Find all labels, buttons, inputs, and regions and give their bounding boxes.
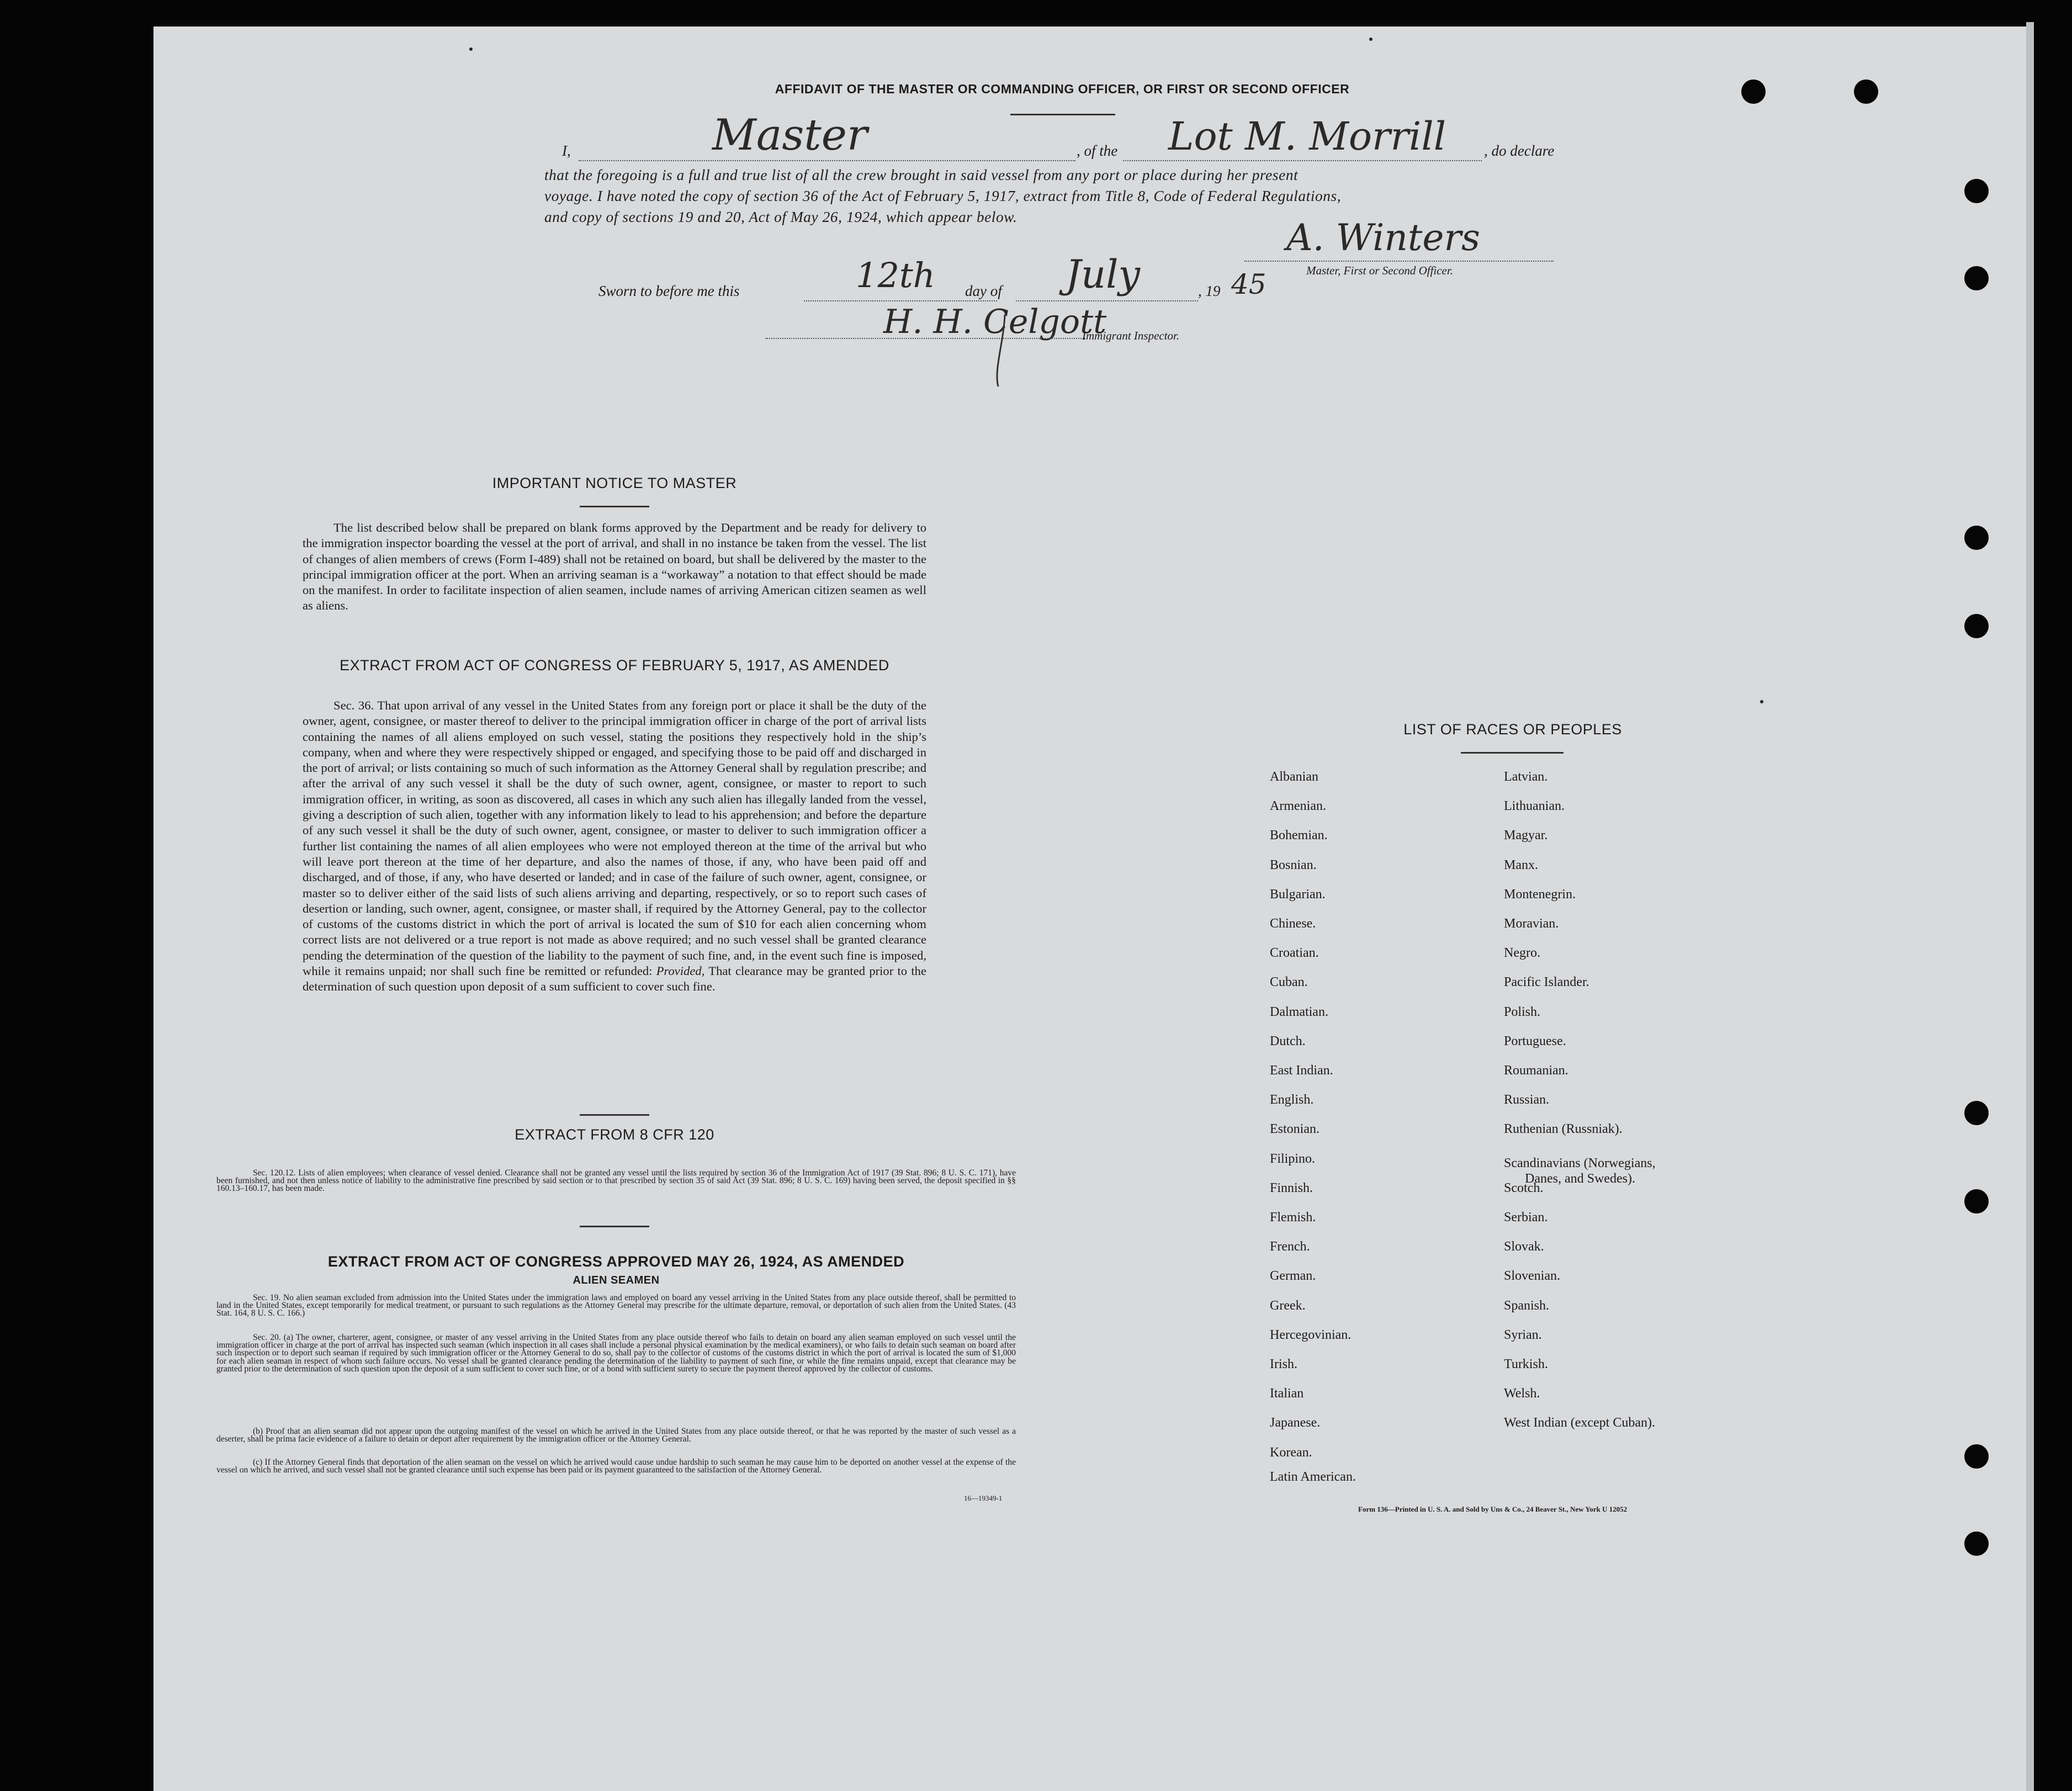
race-item: Magyar. (1504, 828, 1548, 843)
race-item: Negro. (1504, 946, 1540, 961)
race-item: Spanish. (1504, 1298, 1550, 1313)
notice-rule (580, 506, 649, 507)
affidavit-line-4: and copy of sections 19 and 20, Act of May 26, 1924, which appear below. (544, 209, 1018, 225)
race-item: English. (1270, 1093, 1314, 1108)
speck (1760, 700, 1763, 703)
race-item: Slovak. (1504, 1239, 1544, 1254)
race-item: Slovenian. (1504, 1269, 1560, 1284)
act-1924-top-rule (580, 1226, 649, 1227)
punch-hole (1964, 1189, 1989, 1214)
race-item: Serbian. (1504, 1210, 1548, 1225)
affidavit-line-2: that the foregoing is a full and true list of all the crew brought in said vessel from any port or place during her present (544, 167, 1299, 183)
provided-label: Provided, (656, 964, 705, 978)
race-item: Roumanian. (1504, 1063, 1568, 1078)
race-item: Pacific Islander. (1504, 975, 1589, 990)
signature-caption: Master, First or Second Officer. (1306, 264, 1453, 277)
race-item: French. (1270, 1239, 1310, 1254)
race-item: German. (1270, 1269, 1316, 1284)
extract-cfr-text: Sec. 120.12. Lists of alien employees; when clearance of vessel denied. Clearance shall not be granted any vessel until the lists required by section 36 of the Immigration Act of 1917 (39 Stat. 896; 8 U. S. C. 171), have been furnished, and not then unless notice of liability to the administrative fine prescribed by said section or to that prescribed by section 35 of said Act (39 Stat. 896; 8 U. S. C. 169) having been served, the deposit specified in §§ 160.13–160.17, has been made. (216, 1168, 1016, 1194)
race-item: Croatian. (1270, 946, 1319, 961)
inspector-line (765, 338, 1085, 339)
race-item: Bohemian. (1270, 828, 1328, 843)
extract-1917-title: EXTRACT FROM ACT OF CONGRESS OF FEBRUARY 5, 1917, AS AMENDED (340, 657, 889, 674)
inspector-caption: Immigrant Inspector. (1082, 329, 1180, 342)
race-item: Scotch. (1504, 1180, 1544, 1195)
race-item: Manx. (1504, 857, 1538, 872)
race-item: Syrian. (1504, 1327, 1542, 1342)
handwritten-name: Master (712, 110, 868, 160)
handwritten-signature: A. Winters (1286, 216, 1480, 259)
race-item: Finnish. (1270, 1180, 1313, 1195)
race-item: Latvian. (1504, 770, 1548, 784)
handwritten-day: 12th (856, 255, 935, 295)
race-item: Scandinavians (Norwegians, (1504, 1156, 1656, 1170)
punch-hole (1964, 179, 1989, 203)
sec-19-text: Sec. 19. No alien seaman excluded from admission into the United States under the immigration laws and employed on board any vessel arriving in the United States from any place outside thereof, shall be permitted to land in the United States, except temporarily for medical treatment, or pursuant to such regulations as the Attorney General may prescribe for the ultimate departure, removal, or deportation of such alien from the United States. (43 Stat. 164, 8 U. S. C. 166.) (216, 1293, 1016, 1318)
race-item: Hercegovinian. (1270, 1327, 1352, 1342)
race-item: Dutch. (1270, 1034, 1306, 1048)
race-item: Danes, and Swedes). (1525, 1172, 1635, 1186)
race-item: Latin American. (1270, 1470, 1356, 1484)
race-item: Turkish. (1504, 1357, 1548, 1371)
day-of: day of (965, 283, 1002, 299)
sec-20a-text: Sec. 20. (a) The owner, charterer, agent, consignee, or master of any vessel arriving in the United States from any place outside thereof who fails to detain on board any alien seaman employed on such vessel until the immigration officer in charge at the port of arrival has inspected such seaman (which inspection in all cases shall include a personal physical examination by the medical examiners), or who fails to detain such seaman on board after such inspection or to deport such seaman if required by such immigration officer or the Attorney General to do so, shall pay to the collector of customs of the customs district in which the port of arrival is located the sum of $1,000 for each alien seaman in respect of whom such failure occurs. No vessel shall be granted clearance pending the determination of the liability to payment of such fine, or while the fine remains unpaid, except that clearance may be granted prior to the determination of such question upon the deposit of a sum sufficient to cover such fine, or of a bond with sufficient surety to secure the payment thereof approved by the collector of customs. (216, 1333, 1016, 1374)
race-item: Italian (1270, 1386, 1304, 1401)
affidavit-line-3: voyage. I have noted the copy of section 36 of the Act of February 5, 1917, extract from Title 8, Code of Federal Regulations, (544, 188, 1342, 204)
race-item: Estonian. (1270, 1122, 1319, 1137)
race-item: Albanian (1270, 770, 1318, 784)
sec-36-text: That upon arrival of any vessel in the United States from any foreign port or place it shall be the duty of the owner, agent, consignee, or master thereof to deliver to the principal immigration officer in charge of the port of arrival lists containing the names of all aliens employed on such vessel, stating the positions they respectively hold in the ship’s company, when and where they were respectively shipped or engaged, and specifying those to be paid off and discharged in the port of arrival; or lists containing so much of such information as the Attorney General shall by regulation prescribe; and after the arrival of any such vessel it shall be the duty of such owner, agent, consignee, or master to report to such immigration officer, in writing, as soon as discovered, all cases in which any such alien has illegally landed from the vessel, giving a description of such alien, together with any information likely to lead to his apprehension; and before the departure of any such vessel it shall be the duty of such owner, agent, consignee, or master to deliver to such immigration officer a further list containing the names of all alien employees who were not employed thereon at the time of the arrival but who will leave port thereon at the time of her departure, and also the names of those, if any, who have been paid off and discharged, and of those, if any, who have deserted or landed; and in case of the failure of such owner, agent, consignee, or master so to deliver either of the said lists of such aliens arriving and departing, respectively, or so to report such cases of desertion or landing, such owner, agent, consignee, or master shall, if required by the Attorney General, pay to the collector of customs of the customs district in which the port of arrival is located the sum of $10 for each alien concerning whom correct lists are not delivered or a true report is not made as above required; and no such vessel shall be granted clearance pending the determination of the question of the liability to the payment of such fine, and, in the event such fine is imposed, while it remains unpaid; nor shall such fine be remitted or refunded: (303, 698, 926, 978)
affidavit-do-declare: , do declare (1484, 142, 1555, 159)
race-item: Flemish. (1270, 1210, 1316, 1225)
notice-text: The list described below shall be prepared on blank forms approved by the Department and be ready for delivery to the immigration inspector boarding the vessel at the port of arrival, and shall in no instance be taken from the vessel. The list of changes of alien members of crews (Form I-489) shall not be retained on board, but shall be delivered by the master to the principal immigration officer at the port. When an arriving seaman is a “workaway” a notation to that effect should be made on the manifest. In order to facilitate inspection of alien seamen, include names of arriving American citizen seamen as well as aliens. (303, 521, 926, 613)
signature-line (1244, 261, 1554, 262)
race-item: West Indian (except Cuban). (1504, 1416, 1655, 1430)
notice-title: IMPORTANT NOTICE TO MASTER (492, 475, 737, 491)
year-prefix: , 19 (1198, 283, 1221, 299)
race-item: East Indian. (1270, 1063, 1333, 1078)
signature-flourish (983, 309, 1027, 392)
race-item: Chinese. (1270, 916, 1316, 931)
race-item: Bulgarian. (1270, 887, 1326, 902)
race-item: Russian. (1504, 1093, 1550, 1108)
race-item: Dalmatian. (1270, 1004, 1328, 1019)
punch-hole (1964, 266, 1989, 290)
extract-1917-text (303, 698, 926, 995)
punch-hole (1854, 80, 1878, 104)
form-footer: Form 136—Printed in U. S. A. and Sold by Uns & Co., 24 Beaver St., New York U 12052 (1358, 1505, 1628, 1513)
affidavit-i: I, (562, 142, 571, 159)
title-rule (1010, 114, 1115, 115)
race-item: Welsh. (1504, 1386, 1540, 1401)
extract-cfr-title: EXTRACT FROM 8 CFR 120 (515, 1126, 714, 1143)
handwritten-inspector-signature: H. H. Celgott (883, 303, 1107, 341)
race-item: Portuguese. (1504, 1034, 1566, 1048)
races-title: LIST OF RACES OR PEOPLES (1403, 721, 1622, 738)
name-line (579, 160, 1075, 161)
extract-1924-title: EXTRACT FROM ACT OF CONGRESS APPROVED MAY 26, 1924, AS AMENDED (327, 1253, 905, 1270)
race-item: Filipino. (1270, 1151, 1316, 1166)
race-item: Polish. (1504, 1004, 1541, 1019)
handwritten-year: 45 (1231, 268, 1266, 300)
race-item: Bosnian. (1270, 857, 1317, 872)
speck (469, 47, 473, 51)
page-edge (2026, 22, 2034, 1791)
race-item: Montenegrin. (1504, 887, 1576, 902)
print-code: 16—19349-1 (964, 1494, 1003, 1502)
race-item: Cuban. (1270, 975, 1308, 990)
day-line (804, 300, 997, 301)
punch-hole (1964, 1444, 1989, 1469)
sec-36-text-end: That clearance may be granted prior to the determination of such question upon deposit of a sum sufficient to cover such fine. (303, 964, 926, 994)
race-item: Armenian. (1270, 799, 1326, 814)
punch-hole (1964, 1101, 1989, 1125)
cfr-top-rule (580, 1114, 649, 1116)
sec-20b-text: (b) Proof that an alien seaman did not appear upon the outgoing manifest of the vessel on which he arrived in the United States from any place outside thereof, or that he was reported by the master of such vessel as a deserter, shall be prima facie evidence of a failure to detain or deport after requirement by the immigration officer or the Attorney General. (216, 1427, 1016, 1444)
race-item: Ruthenian (Russniak). (1504, 1122, 1623, 1137)
punch-hole (1964, 1532, 1989, 1556)
handwritten-vessel: Lot M. Morrill (1168, 114, 1446, 159)
race-item: Korean. (1270, 1445, 1312, 1460)
sworn-prefix: Sworn to before me this (598, 283, 740, 299)
sec-20c-text: (c) If the Attorney General finds that deportation of the alien seaman on the vessel on which he arrived would cause undue hardship to such seaman he may cause him to be deported on another vessel at the expense of the vessel on which he arrived, and such vessel shall not be granted clearance until such expense has been paid or its payment guaranteed to the satisfaction of the Attorney General. (216, 1458, 1016, 1475)
month-line (1016, 300, 1198, 301)
vessel-line (1123, 160, 1482, 161)
punch-hole (1741, 80, 1766, 104)
affidavit-title: AFFIDAVIT OF THE MASTER OR COMMANDING OFFICER, OR FIRST OR SECOND OFFICER (775, 82, 1350, 96)
affidavit-of-the: , of the (1077, 142, 1118, 159)
punch-hole (1964, 526, 1989, 550)
races-rule (1461, 752, 1564, 754)
speck (1369, 38, 1372, 41)
punch-hole (1964, 614, 1989, 638)
handwritten-month: July (1066, 252, 1141, 297)
race-item: Moravian. (1504, 916, 1559, 931)
race-item: Japanese. (1270, 1416, 1321, 1430)
race-item: Lithuanian. (1504, 799, 1565, 814)
race-item: Irish. (1270, 1357, 1297, 1371)
sec-36-label: Sec. 36. (333, 698, 374, 712)
race-item: Greek. (1270, 1298, 1306, 1313)
extract-1924-subtitle: ALIEN SEAMEN (573, 1274, 660, 1286)
